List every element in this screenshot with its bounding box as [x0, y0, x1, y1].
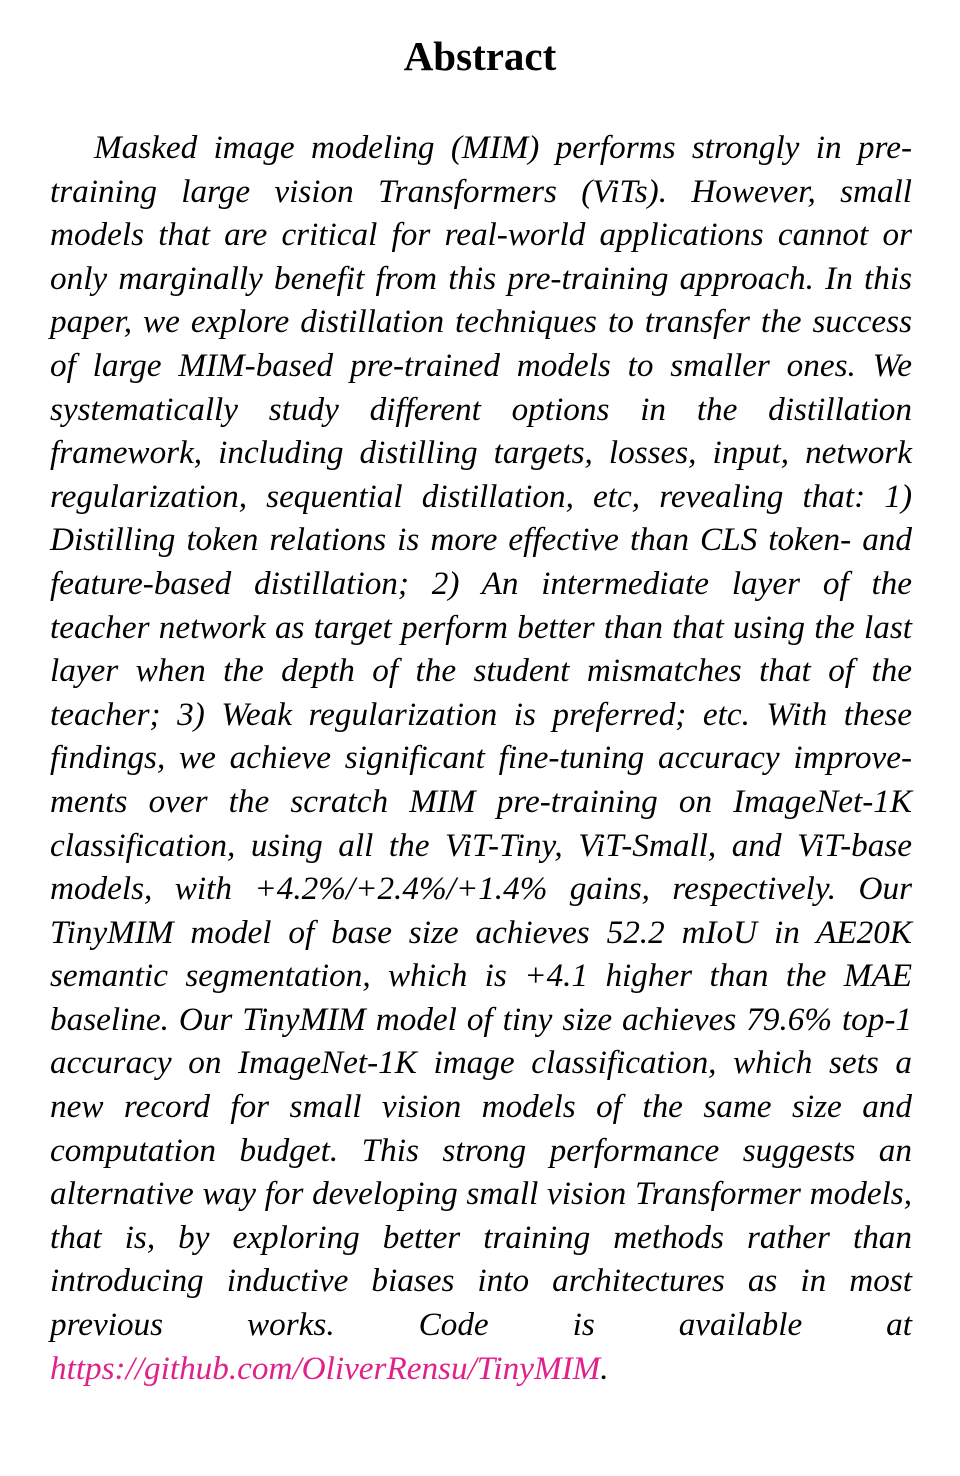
abstract-trailing-period: . [600, 1349, 609, 1387]
code-link[interactable]: https://github.com/OliverRensu/TinyMIM [50, 1349, 601, 1387]
section-heading: Abstract [403, 33, 557, 79]
abstract-text [50, 126, 912, 1390]
abstract-paragraph [50, 126, 912, 1390]
abstract-body: Masked image modeling (MIM) performs strongly in pretraining large vision Transformers (ViTs). However, small models that are critical for real-world applications cannot or only marginally benefit from this pre-training approach. In this paper, we explore distillation techniques to transfer the success of large MIM-based pre-trained models to smaller ones. We systematically study different options in the distillation framework, including distilling targets, losses, input, network regularization, sequential distillation, etc, revealing that: 1) Distilling token relations is more effective than CLS token- and feature-based distillation; 2) An intermediate layer of the teacher network as target perform better than that using the last layer when the depth of the student mismatches that of the teacher; 3) Weak regularization is preferred; etc. With these findings, we achieve significant fine-tuning accuracy improvements over the scratch MIM pre-training on ImageNet-1K classification, using all the ViT-Tiny, ViT-Small, and ViT-base models, with +4.2%/+2.4%/+1.4% gains, respectively. Our TinyMIM model of base size achieves 52.2 mIoU in AE20K semantic segmentation, which is +4.1 higher than the MAE baseline. Our TinyMIM model of tiny size achieves 79.6% top-1 accuracy on ImageNet-1K image classification, which sets a new record for small vision models of the same size and computation budget. This strong performance suggests an alternative way for developing small vision Transformer models, that is, by exploring better training methods rather than introducing inductive biases into architectures as in most previous works. Code is available at [50, 129, 912, 1344]
